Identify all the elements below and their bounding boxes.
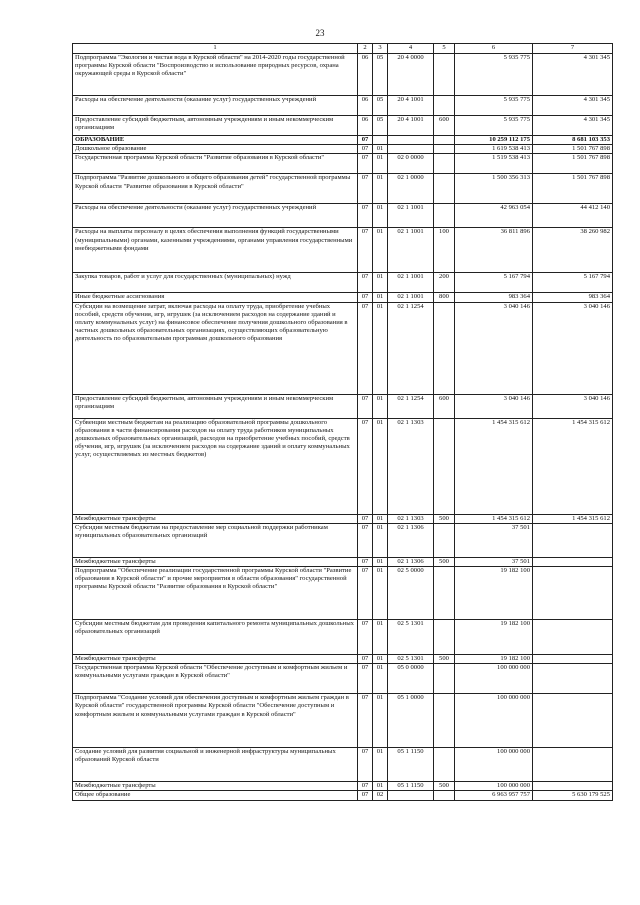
- row-amount-2: 983 364: [533, 293, 613, 302]
- row-expense-type: [434, 136, 455, 145]
- row-target-article: 05 0 0000: [388, 664, 434, 694]
- row-name: Подпрограмма "Экология и чистая вода в Курской области" на 2014-2020 годы государственной программы Курской области "Воспроизводство и использование природных ресурсов, охрана окружающей среды в Курской области": [73, 54, 358, 96]
- table-row: [73, 145, 613, 154]
- row-subsection-code: 01: [373, 145, 388, 154]
- row-amount-1: 36 811 896: [455, 228, 533, 273]
- table-row: [73, 782, 613, 791]
- row-section-code: 07: [358, 293, 373, 302]
- row-amount-1: 1 500 356 313: [455, 174, 533, 204]
- header-col-target-article: 4: [388, 44, 434, 54]
- row-amount-2: 3 040 146: [533, 394, 613, 418]
- row-target-article: 02 1 1303: [388, 514, 434, 523]
- row-name: Расходы на обеспечение деятельности (оказание услуг) государственных учреждений: [73, 96, 358, 116]
- budget-table: [72, 43, 613, 801]
- table-row: [73, 174, 613, 204]
- row-target-article: 02 5 1301: [388, 620, 434, 655]
- row-amount-1: 19 182 100: [455, 567, 533, 620]
- row-subsection-code: 01: [373, 664, 388, 694]
- row-amount-1: 10 259 112 175: [455, 136, 533, 145]
- row-target-article: [388, 791, 434, 800]
- row-section-code: 06: [358, 96, 373, 116]
- row-name: Подпрограмма "Развитие дошкольного и общего образования детей" государственной программы Курской области "Развитие образования в Курской области": [73, 174, 358, 204]
- row-name: Межбюджетные трансферты: [73, 557, 358, 566]
- row-section-code: 07: [358, 174, 373, 204]
- page-number: 23: [315, 28, 325, 38]
- row-target-article: 20 4 1001: [388, 116, 434, 136]
- row-section-code: 07: [358, 302, 373, 394]
- header-col-subsection: 3: [373, 44, 388, 54]
- row-section-code: 07: [358, 748, 373, 782]
- row-name: Государственная программа Курской области "Развитие образования в Курской области": [73, 154, 358, 174]
- row-target-article: 02 1 1001: [388, 293, 434, 302]
- row-subsection-code: 01: [373, 514, 388, 523]
- row-expense-type: [434, 418, 455, 514]
- row-amount-1: 100 000 000: [455, 694, 533, 748]
- header-col-amount-1: 6: [455, 44, 533, 54]
- table-row: [73, 204, 613, 228]
- row-name: Субвенции местным бюджетам на реализацию образовательной программы дошкольного образования в части финансирования расходов на оплату труда работников муниципальных дошкольных образовательных организаций, расходов на приобретение учебных пособий, средств обучения, игр, игрушек (за исключением расходов на содержание зданий и оплату коммунальных услуг, осуществляемых из местных бюджетов): [73, 418, 358, 514]
- row-amount-2: 5 167 794: [533, 273, 613, 293]
- row-name: Иные бюджетные ассигнования: [73, 293, 358, 302]
- table-row: [73, 154, 613, 174]
- header-col-name: 1: [73, 44, 358, 54]
- row-subsection-code: 01: [373, 273, 388, 293]
- row-amount-2: [533, 523, 613, 557]
- row-section-code: 07: [358, 620, 373, 655]
- row-section-code: 06: [358, 116, 373, 136]
- row-expense-type: 600: [434, 394, 455, 418]
- row-section-code: 07: [358, 557, 373, 566]
- row-subsection-code: 05: [373, 96, 388, 116]
- row-amount-1: 19 182 100: [455, 655, 533, 664]
- table-row: [73, 664, 613, 694]
- row-subsection-code: 01: [373, 557, 388, 566]
- row-expense-type: [434, 302, 455, 394]
- row-expense-type: [434, 664, 455, 694]
- row-name: Общее образование: [73, 791, 358, 800]
- row-target-article: 02 1 1306: [388, 557, 434, 566]
- row-section-code: 07: [358, 567, 373, 620]
- row-subsection-code: [373, 136, 388, 145]
- row-subsection-code: 05: [373, 116, 388, 136]
- row-target-article: 02 1 1001: [388, 228, 434, 273]
- table-row: [73, 655, 613, 664]
- row-expense-type: [434, 791, 455, 800]
- table-row: [73, 557, 613, 566]
- row-subsection-code: 02: [373, 791, 388, 800]
- row-expense-type: 500: [434, 557, 455, 566]
- row-amount-1: 37 501: [455, 557, 533, 566]
- row-name: Субсидии местным бюджетам для проведения капитального ремонта муниципальных дошкольных образовательных организаций: [73, 620, 358, 655]
- row-amount-2: [533, 567, 613, 620]
- row-subsection-code: 05: [373, 54, 388, 96]
- row-expense-type: 500: [434, 782, 455, 791]
- row-expense-type: 100: [434, 228, 455, 273]
- row-amount-1: 1 519 538 413: [455, 154, 533, 174]
- table-header-row: [73, 44, 613, 54]
- row-section-code: 07: [358, 204, 373, 228]
- row-target-article: 02 5 0000: [388, 567, 434, 620]
- row-amount-2: 1 501 767 898: [533, 154, 613, 174]
- row-section-code: 07: [358, 228, 373, 273]
- table-row: [73, 620, 613, 655]
- row-amount-1: 1 454 315 612: [455, 418, 533, 514]
- table-row: [73, 514, 613, 523]
- row-subsection-code: 01: [373, 694, 388, 748]
- row-name: Субсидии на возмещение затрат, включая расходы на оплату труда, приобретение учебных пособий, средств обучения, игр, игрушек (за исключением расходов на содержание зданий и оплату коммунальных услуг) на финансовое обеспечение получения дошкольного образования в частных дошкольных образовательных организациях, осуществляющих образовательную деятельность по образовательным программам дошкольного образования: [73, 302, 358, 394]
- row-expense-type: [434, 694, 455, 748]
- row-amount-1: 100 000 000: [455, 748, 533, 782]
- table-row: [73, 523, 613, 557]
- row-section-code: 07: [358, 694, 373, 748]
- row-section-code: 07: [358, 523, 373, 557]
- row-target-article: 02 1 1001: [388, 204, 434, 228]
- table-row: [73, 394, 613, 418]
- row-subsection-code: 01: [373, 418, 388, 514]
- table-row: [73, 791, 613, 800]
- row-subsection-code: 01: [373, 567, 388, 620]
- row-section-code: 07: [358, 145, 373, 154]
- row-amount-1: 5 935 775: [455, 96, 533, 116]
- row-target-article: 02 1 0000: [388, 174, 434, 204]
- row-name: Дошкольное образование: [73, 145, 358, 154]
- row-name: Подпрограмма "Создание условий для обеспечения доступным и комфортным жильем граждан в Курской области" государственной программы Курской области "Обеспечение доступным и комфортным жильем и коммунальными услугами граждан в Курской области": [73, 694, 358, 748]
- table-row: [73, 302, 613, 394]
- row-expense-type: [434, 567, 455, 620]
- row-expense-type: 200: [434, 273, 455, 293]
- row-target-article: [388, 136, 434, 145]
- row-amount-1: 5 935 775: [455, 116, 533, 136]
- row-section-code: 07: [358, 418, 373, 514]
- table-row: [73, 748, 613, 782]
- row-expense-type: [434, 204, 455, 228]
- row-expense-type: [434, 154, 455, 174]
- row-subsection-code: 01: [373, 782, 388, 791]
- row-section-code: 06: [358, 54, 373, 96]
- row-amount-1: 100 000 000: [455, 782, 533, 791]
- row-amount-2: [533, 694, 613, 748]
- row-amount-1: 19 182 100: [455, 620, 533, 655]
- row-expense-type: [434, 523, 455, 557]
- row-subsection-code: 01: [373, 302, 388, 394]
- row-amount-2: [533, 664, 613, 694]
- row-target-article: 05 1 1150: [388, 782, 434, 791]
- row-amount-2: 1 501 767 898: [533, 145, 613, 154]
- table-body: [73, 54, 613, 801]
- table-row: [73, 567, 613, 620]
- row-expense-type: 500: [434, 514, 455, 523]
- row-name: Межбюджетные трансферты: [73, 782, 358, 791]
- row-amount-1: 3 040 146: [455, 394, 533, 418]
- row-amount-1: 100 000 000: [455, 664, 533, 694]
- row-subsection-code: 01: [373, 523, 388, 557]
- row-amount-2: [533, 748, 613, 782]
- row-amount-1: 1 454 315 612: [455, 514, 533, 523]
- row-name: Закупка товаров, работ и услуг для государственных (муниципальных) нужд: [73, 273, 358, 293]
- row-section-code: 07: [358, 514, 373, 523]
- row-section-code: 07: [358, 154, 373, 174]
- row-name: Расходы на обеспечение деятельности (оказание услуг) государственных учреждений: [73, 204, 358, 228]
- row-amount-2: 1 501 767 898: [533, 174, 613, 204]
- row-amount-1: 5 935 775: [455, 54, 533, 96]
- row-expense-type: 800: [434, 293, 455, 302]
- row-expense-type: [434, 174, 455, 204]
- row-expense-type: [434, 620, 455, 655]
- row-amount-1: 5 167 794: [455, 273, 533, 293]
- row-subsection-code: 01: [373, 394, 388, 418]
- row-amount-2: 3 040 146: [533, 302, 613, 394]
- row-target-article: 02 1 1001: [388, 273, 434, 293]
- row-expense-type: [434, 748, 455, 782]
- row-target-article: 05 1 1150: [388, 748, 434, 782]
- row-name: Предоставление субсидий бюджетным, автономным учреждениям и иным некоммерческим организациям: [73, 394, 358, 418]
- row-target-article: 05 1 0000: [388, 694, 434, 748]
- row-subsection-code: 01: [373, 174, 388, 204]
- row-target-article: 20 4 1001: [388, 96, 434, 116]
- row-target-article: 02 1 1254: [388, 394, 434, 418]
- row-section-code: 07: [358, 791, 373, 800]
- row-amount-1: 3 040 146: [455, 302, 533, 394]
- table-row: [73, 418, 613, 514]
- row-subsection-code: 01: [373, 154, 388, 174]
- table-row: [73, 54, 613, 96]
- row-amount-2: [533, 655, 613, 664]
- table-row: [73, 228, 613, 273]
- row-amount-1: 42 963 054: [455, 204, 533, 228]
- table-row: [73, 96, 613, 116]
- row-expense-type: [434, 96, 455, 116]
- row-section-code: 07: [358, 782, 373, 791]
- row-expense-type: 500: [434, 655, 455, 664]
- row-name: Создание условий для развития социальной и инженерной инфраструктуры муниципальных образований Курской области: [73, 748, 358, 782]
- row-amount-2: 8 681 103 353: [533, 136, 613, 145]
- row-amount-2: 44 412 140: [533, 204, 613, 228]
- row-subsection-code: 01: [373, 228, 388, 273]
- row-name: Подпрограмма "Обеспечение реализации государственной программы Курской области "Развитие образования в Курской области" и прочие мероприятия в области образования" государственной программы Курской области "Развитие образования в Курской области": [73, 567, 358, 620]
- header-col-expense-type: 5: [434, 44, 455, 54]
- row-name: Субсидии местным бюджетам на предоставление мер социальной поддержки работникам муниципальных образовательных организаций: [73, 523, 358, 557]
- row-section-code: 07: [358, 655, 373, 664]
- row-amount-2: [533, 620, 613, 655]
- header-col-section: 2: [358, 44, 373, 54]
- row-amount-1: 37 501: [455, 523, 533, 557]
- row-name: Межбюджетные трансферты: [73, 514, 358, 523]
- row-amount-2: 1 454 315 612: [533, 418, 613, 514]
- row-amount-1: 6 963 957 757: [455, 791, 533, 800]
- row-amount-2: [533, 557, 613, 566]
- row-subsection-code: 01: [373, 748, 388, 782]
- header-col-amount-2: 7: [533, 44, 613, 54]
- table-row: [73, 694, 613, 748]
- table-row: [73, 136, 613, 145]
- row-section-code: 07: [358, 394, 373, 418]
- row-target-article: 20 4 0000: [388, 54, 434, 96]
- row-amount-2: 4 301 345: [533, 116, 613, 136]
- row-subsection-code: 01: [373, 204, 388, 228]
- row-name: Межбюджетные трансферты: [73, 655, 358, 664]
- row-subsection-code: 01: [373, 293, 388, 302]
- row-name: ОБРАЗОВАНИЕ: [73, 136, 358, 145]
- row-subsection-code: 01: [373, 620, 388, 655]
- row-expense-type: 600: [434, 116, 455, 136]
- row-name: Предоставление субсидий бюджетным, автономным учреждениям и иным некоммерческим организациям: [73, 116, 358, 136]
- row-amount-1: 983 364: [455, 293, 533, 302]
- row-target-article: 02 1 1254: [388, 302, 434, 394]
- row-amount-2: 4 301 345: [533, 96, 613, 116]
- row-target-article: 02 1 1306: [388, 523, 434, 557]
- row-section-code: 07: [358, 664, 373, 694]
- row-target-article: [388, 145, 434, 154]
- row-expense-type: [434, 145, 455, 154]
- row-amount-1: 1 619 538 413: [455, 145, 533, 154]
- row-section-code: 07: [358, 136, 373, 145]
- table-row: [73, 293, 613, 302]
- row-name: Расходы на выплаты персоналу в целях обеспечения выполнения функций государственными (муниципальными) органами, казенными учреждениями, органами управления государственными внебюджетными фондами: [73, 228, 358, 273]
- row-amount-2: 4 301 345: [533, 54, 613, 96]
- row-expense-type: [434, 54, 455, 96]
- row-amount-2: 5 630 179 525: [533, 791, 613, 800]
- row-name: Государственная программа Курской области "Обеспечение доступным и комфортным жильем и коммунальными услугами граждан в Курской области": [73, 664, 358, 694]
- row-amount-2: 1 454 315 612: [533, 514, 613, 523]
- table-row: [73, 273, 613, 293]
- row-target-article: 02 5 1301: [388, 655, 434, 664]
- row-section-code: 07: [358, 273, 373, 293]
- row-target-article: 02 1 1303: [388, 418, 434, 514]
- row-amount-2: [533, 782, 613, 791]
- row-subsection-code: 01: [373, 655, 388, 664]
- table-row: [73, 116, 613, 136]
- row-amount-2: 38 260 982: [533, 228, 613, 273]
- row-target-article: 02 0 0000: [388, 154, 434, 174]
